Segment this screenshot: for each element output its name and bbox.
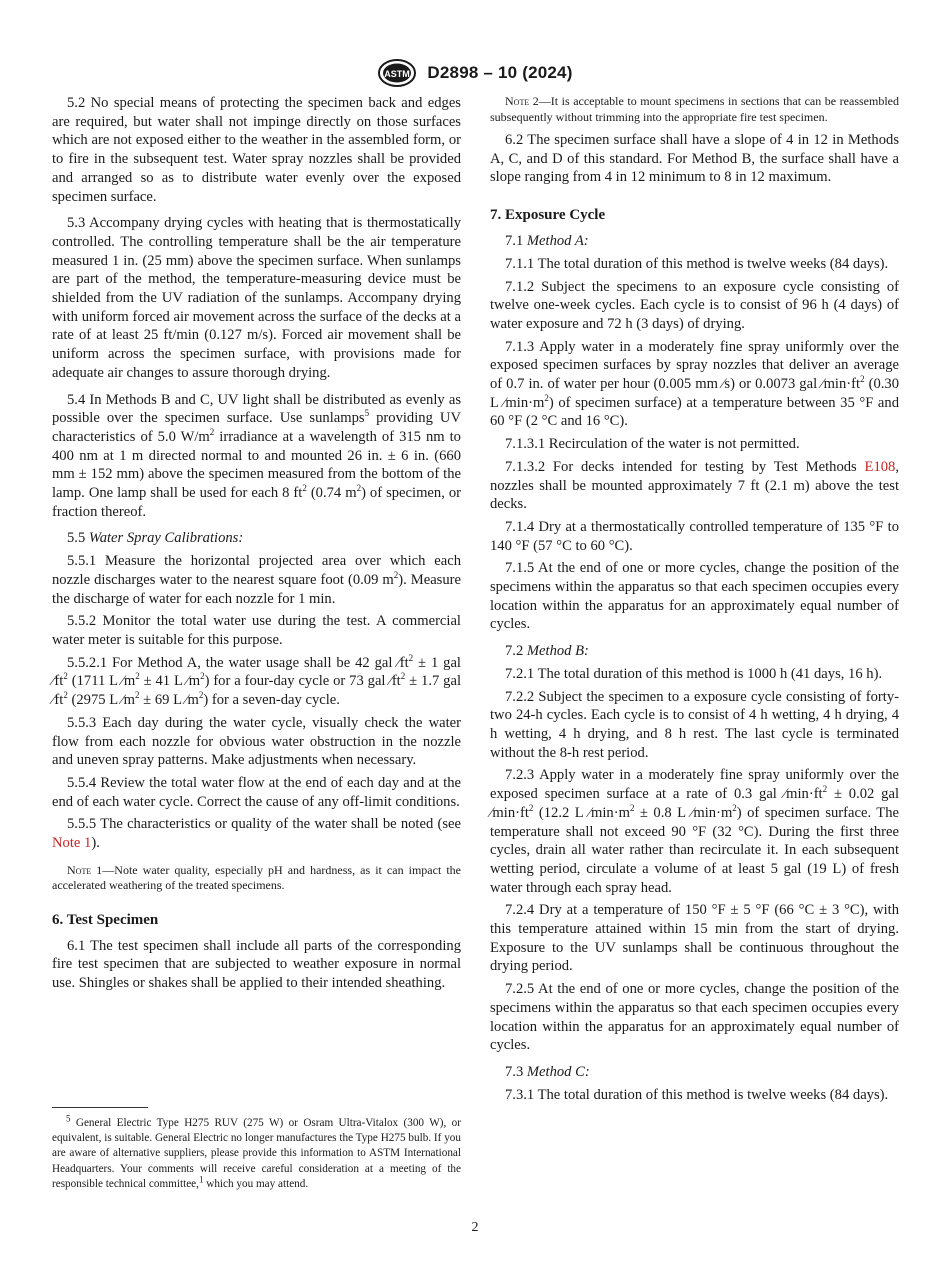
note-2: Note 2—It is acceptable to mount specimens in sections that can be reassembled subsequently without trimming into the appropriate fire test specimen. — [490, 94, 899, 124]
note-1: Note 1—Note water quality, especially pH and hardness, as it can impact the accelerated weathering of the treated specimens. — [52, 862, 461, 893]
para-7-3-1: 7.3.1 The total duration of this method is twelve weeks (84 days). — [505, 1086, 889, 1103]
para-7-2: 7.2 Method B: — [505, 643, 589, 660]
footnote-ref-5: 5 — [364, 408, 370, 419]
svg-text:ASTM: ASTM — [384, 69, 411, 79]
para-5-5: 5.5 Water Spray Calibrations: — [67, 530, 244, 547]
document-id: D2898 – 10 (2024) — [427, 63, 573, 82]
page-number: 2 — [471, 1220, 479, 1235]
para-7-2-3: 7.2.3 Apply water in a moderately fine spray uniformly over the exposed specimen surface at a rate of 0.3 gal $⁄\min\cdot ft^2 \pm 0.02$ gal $⁄\min\cdot ft^2$ (12.2 L $⁄\min\cdot m^2 \pm 0.8$ L $⁄\min\cdot m^2$) of specimen surface. The temperature shall not exceed 90 °F (32 °C). During the first three cycles, drain all water rather than recirculate it. In each subsequent wetting period, circulate a volume of at least 5 gal (19 L) of fresh water through each spray head. — [490, 767, 899, 896]
para-7-1-5: 7.1.5 At the end of one or more cycles, change the position of the specimens within the apparatus so that each specimen occupies every location within the apparatus for an approximately equal number of cycles. — [490, 560, 899, 633]
para-5-5-3: 5.5.3 Each day during the water cycle, visually check the water flow from each nozzle for obvious water obstruction in the nozzle and uneven spray patterns. Make adjustments when necessary. — [52, 714, 461, 769]
para-7-3: 7.3 Method C: — [505, 1063, 590, 1080]
para-7-2-2: 7.2.2 Subject the specimen to a exposure cycle consisting of forty-two 24-h cycles. Each cycle is to consist of 4 h wetting, 4 h drying, 4 h wetting, 4 h drying, and 8 h rest. The last cycle is terminated without the 8-h rest period. — [490, 688, 899, 761]
para-6-2: 6.2 The specimen surface shall have a slope of 4 in 12 in Methods A, C, and D of this standard. For Method B, the surface shall have a slope ranging from 4 in 12 minimum to 8 in 12 maximum. — [490, 132, 899, 186]
para-5-3: 5.3 Accompany drying cycles with heating that is thermostatically controlled. The controlling temperature shall be the air temperature measured 1 in. (25 mm) above the specimen surface. When sunlamps are part of the method, the temperature-measuring device must be shielded from the UV radiation of the sunlamps. Accompany drying with uniform forced air movement across the surface of the decks at a rate of at least 25 ft/min (0.127 m/s). Forced air movement shall be uniform across the specimen surface, with provisions made for adequate air changes to assure thorough drying. — [52, 215, 461, 381]
para-7-1: 7.1 Method A: — [505, 233, 589, 250]
para-5-5-2: 5.5.2 Monitor the total water use during the test. A commercial water meter is suitable for this purpose. — [52, 613, 461, 648]
section-6-heading: 6. Test Specimen — [52, 911, 159, 928]
para-7-1-2: 7.1.2 Subject the specimens to an exposure cycle consisting of twelve one-week cycles. Each cycle is to consist of 96 h (4 days) of water exposure and 72 h (3 days) of drying. — [490, 278, 899, 332]
footnote-divider — [52, 1107, 148, 1108]
para-7-2-1: 7.2.1 The total duration of this method is 1000 h (41 days, 16 h). — [505, 665, 883, 682]
para-6-1: 6.1 The test specimen shall include all parts of the corresponding fire test specimen that are subjected to weather exposure in normal use. Shingles or shakes shall be applied to their intended sheathing. — [52, 937, 461, 992]
para-7-2-5: 7.2.5 At the end of one or more cycles, change the position of the specimens within the apparatus so that each specimen occupies every location within the apparatus for an approximately equal number of cycles. — [490, 981, 899, 1054]
astm-logo-icon — [377, 58, 417, 88]
e108-link[interactable]: E108 — [864, 458, 896, 475]
para-7-1-1: 7.1.1 The total duration of this method is twelve weeks (84 days). — [505, 255, 889, 272]
para-5-5-5: 5.5.5 The characteristics or quality of the water shall be noted (see Note 1). — [52, 816, 461, 852]
note-1-link[interactable]: Note 1 — [52, 835, 92, 852]
page-header — [0, 58, 950, 88]
footnote-5: $^5$ General Electric Type H275 RUV (275 W) or Osram Ultra-Vitalox (300 W), or equivalent, is suitable. General Electric no longer manufactures the Type H275 bulb. If you are aware of alternative suppliers, please provide this information to ASTM International Headquarters. Your comments will receive careful consideration at a meeting of the responsible technical committee,$^1$ which you may attend. — [52, 1113, 461, 1190]
para-5-5-1: 5.5.1 Measure the horizontal projected area over which each nozzle discharges water to the nearest square foot (0.09 $m^2$). Measure the discharge of water for each nozzle for 1 min. — [52, 553, 461, 607]
para-5-2: 5.2 No special means of protecting the specimen back and edges are required, but water shall not impinge directly on those surfaces which are not exposed either to the weather in the assembled form, or to fire in the subsequent test. Water spray nozzles shall be provided and arranged so as to distribute water evenly over the exposed specimen surface. — [52, 95, 461, 205]
para-5-4: 5.4 In Methods B and C, UV light shall be distributed as evenly as possible over the specimen surface. Use sunlamps$^5$ providing UV characteristics of 5.0 $W/m^2$ irradiance at a wavelength of 315 nm to 400 nm at 1 m directed normal to and mounted 26 in. ± 6 in. (660 mm ± 152 mm) above the specimen measured from the bottom of the lamp. One lamp shall be used for each 8 $ft^2$ (0.74 $m^2$) of specimen, or fraction thereof. — [52, 391, 461, 520]
section-7-heading: 7. Exposure Cycle — [490, 207, 606, 224]
para-7-1-3: 7.1.3 Apply water in a moderately fine spray uniformly over the exposed specimen surfaces by spray nozzles that deliver an average of 0.7 in. of water per hour (0.005 mm ⁄s) or 0.0073 gal $⁄\min\cdot ft^2$ (0.30 L $⁄\min\cdot m^2$) of specimen surface) at a temperature between 35 °F and 60 °F (2 °C and 16 °C). — [490, 338, 900, 430]
para-7-1-3-2: 7.1.3.2 For decks intended for testing by Test Methods E108, nozzles shall be mounted approximately 7 ft (2.1 m) above the test decks. — [490, 458, 899, 513]
para-5-5-2-1: 5.5.2.1 For Method A, the water usage shall be 42 gal $⁄ft^2 \pm 1$ gal $⁄ft^2$ (1711 L $⁄m^2 \pm 41$ L $⁄m^2$) for a four-day cycle or 73 gal $⁄ft^2 \pm 1.7$ gal $⁄ft^2$ (2975 L $⁄m^2 \pm 69$ L $⁄m^2$) for a seven-day cycle. — [52, 652, 461, 709]
para-7-1-4: 7.1.4 Dry at a thermostatically controlled temperature of 135 °F to 140 °F (57 °C to 60 °C). — [490, 518, 899, 554]
right-column — [490, 94, 899, 1108]
para-7-2-4: 7.2.4 Dry at a temperature of 150 °F ± 5 °F (66 °C ± 3 °C), with this temperature attained within 15 min from the start of drying. Exposure to the UV sunlamps shall be continuous throughout the drying period. — [490, 902, 899, 975]
para-7-1-3-1: 7.1.3.1 Recirculation of the water is not permitted. — [505, 436, 800, 453]
para-5-5-4: 5.5.4 Review the total water flow at the end of each day and at the end of each water cycle. Correct the cause of any off-limit conditions. — [52, 774, 461, 810]
left-column — [52, 94, 461, 997]
